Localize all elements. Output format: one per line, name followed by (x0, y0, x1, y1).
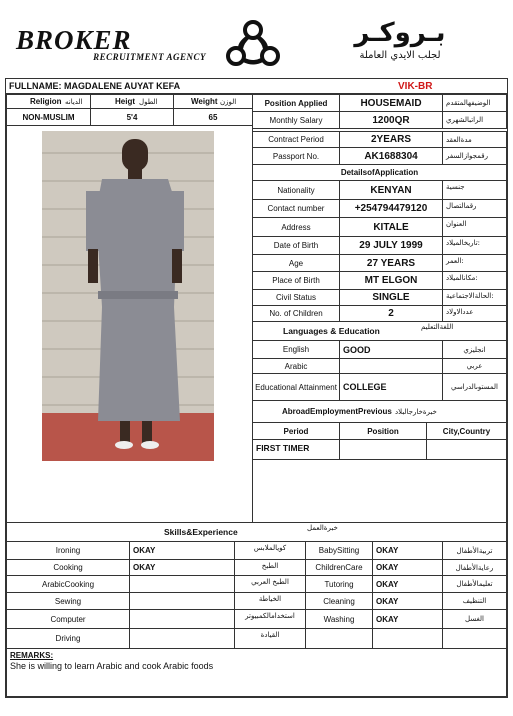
detail-label: Nationality (252, 180, 340, 200)
contract-period-label: Contract Period (252, 131, 340, 148)
agency-logo-icon (224, 18, 282, 70)
remarks-box (6, 648, 507, 697)
skill-label-ar: تربيةالأطفال (442, 541, 507, 560)
detail-label: Age (252, 254, 340, 272)
candidate-photo-image (42, 131, 214, 461)
language-label: Educational Attainment (252, 373, 340, 401)
abroad-col-position: Position (339, 422, 427, 440)
language-label: Arabic (252, 358, 340, 374)
skill-label: BabySitting (305, 541, 373, 560)
brand-en-subtitle: RECRUITMENT AGENCY (93, 52, 206, 62)
skill-label-ar: استخدامالكمبيوتر (234, 609, 306, 629)
religion-label-cell (6, 94, 91, 109)
language-value: GOOD (339, 340, 443, 359)
remarks-title: REMARKS: (10, 651, 54, 660)
detail-label: Contact number (252, 199, 340, 218)
abroad-col-period: Period (252, 422, 340, 440)
religion-value: NON-MUSLIM (6, 108, 91, 126)
application-form (5, 78, 508, 698)
abroad-title-ar: خبرةخارجالبلاد (395, 407, 437, 416)
language-label: English (252, 340, 340, 359)
weight-label-ar: الوزن (220, 97, 237, 106)
skills-title: Skills&Experience (164, 527, 238, 537)
skill-value: OKAY (129, 559, 235, 576)
monthly-salary-ar: الراتبالشهري (442, 111, 507, 129)
skill-label-ar: كويالملابس (234, 541, 306, 560)
detail-value: +254794479120 (339, 199, 443, 218)
abroad-first-timer: FIRST TIMER (252, 439, 340, 460)
language-label-ar: انجليزي (442, 340, 507, 359)
skill-label: Tutoring (305, 575, 373, 593)
abroad-title-cell (252, 400, 507, 423)
passport-ar: رقمجوازالسفر (442, 147, 507, 165)
skill-value: OKAY (372, 541, 443, 560)
skill-label-ar: تعليمالأطفال (442, 575, 507, 593)
skill-label-ar: القيادة (234, 628, 306, 649)
skill-value: OKAY (372, 592, 443, 610)
letterhead (0, 0, 513, 76)
religion-label: Religion (30, 97, 62, 106)
skill-label-ar: رعايةالأطفال (442, 559, 507, 576)
brand-ar-title: بـروكـر (354, 18, 446, 48)
detail-value: MT ELGON (339, 271, 443, 290)
language-label-ar: المستوىالدراسي (442, 373, 507, 401)
skill-value: OKAY (372, 609, 443, 629)
abroad-col-city: City,Country (426, 422, 507, 440)
skill-value: OKAY (372, 575, 443, 593)
detail-label: No. of Children (252, 305, 340, 322)
skill-empty (372, 628, 443, 649)
languages-title: Languages & Education (283, 326, 380, 336)
skill-label-ar: التنظيف (442, 592, 507, 610)
skill-label-ar: الخياطة (234, 592, 306, 610)
skill-label: Driving (6, 628, 130, 649)
language-value (339, 358, 443, 374)
detail-label-ar: رقمالتصال (442, 199, 507, 218)
passport-label: Passport No. (252, 147, 340, 165)
language-label-ar: عربي (442, 358, 507, 374)
skill-label: Washing (305, 609, 373, 629)
detail-label-ar: الحالةالاجتماعية: (442, 289, 507, 306)
detail-value: KITALE (339, 217, 443, 237)
detail-value: 27 YEARS (339, 254, 443, 272)
skills-title-ar: خبرةالعمل (307, 524, 338, 532)
details-title: DetailsofApplication (252, 164, 507, 181)
passport-value: AK1688304 (339, 147, 443, 165)
skill-label-ar: الغسل (442, 609, 507, 629)
abroad-title: AbroadEmploymentPrevious (282, 407, 392, 416)
skill-empty (305, 628, 373, 649)
height-label-ar: الطول (139, 97, 158, 106)
skill-value: OKAY (372, 559, 443, 576)
skill-label: Computer (6, 609, 130, 629)
detail-label: Civil Status (252, 289, 340, 306)
position-applied-label: Position Applied (252, 94, 340, 112)
detail-label: Date of Birth (252, 236, 340, 255)
brand-en-title: BROKER (16, 25, 132, 55)
detail-label-ar: العمر: (442, 254, 507, 272)
skills-title-cell (6, 522, 507, 542)
language-value: COLLEGE (339, 373, 443, 401)
monthly-salary-label: Monthly Salary (252, 111, 340, 129)
detail-label-ar: تاريخالميلاد: (442, 236, 507, 255)
skill-label-ar: الطبخ (234, 559, 306, 576)
skill-label: ArabicCooking (6, 575, 130, 593)
contract-period-value: 2YEARS (339, 131, 443, 148)
detail-label-ar: العنوان (442, 217, 507, 237)
height-label-cell (90, 94, 174, 109)
weight-label: Weight (191, 97, 218, 106)
monthly-salary-value: 1200QR (339, 111, 443, 129)
detail-label-ar: عددالاولاد (442, 305, 507, 322)
skill-label: Sewing (6, 592, 130, 610)
detail-label: Address (252, 217, 340, 237)
skill-label: Ironing (6, 541, 130, 560)
abroad-city-empty (426, 439, 507, 460)
position-applied-value: HOUSEMAID (339, 94, 443, 112)
height-label: Heigt (115, 97, 135, 106)
position-applied-ar: الوضيفهالمتقدم (442, 94, 507, 112)
detail-label-ar: مكانالميلاد: (442, 271, 507, 290)
weight-value: 65 (173, 108, 253, 126)
languages-title-cell (252, 321, 507, 341)
brand-ar-subtitle: لجلب الايدي العاملة (359, 50, 441, 61)
detail-label-ar: جنسية (442, 180, 507, 200)
brand-en (16, 26, 206, 62)
candidate-photo (42, 131, 214, 461)
detail-value: KENYAN (339, 180, 443, 200)
weight-label-cell (173, 94, 253, 109)
skill-empty (442, 628, 507, 649)
skill-label-ar: الطبخ العربي (234, 575, 306, 593)
abroad-body (252, 459, 507, 523)
skill-value (129, 575, 235, 593)
brand-ar (300, 18, 500, 61)
skill-value (129, 628, 235, 649)
skill-label: Cooking (6, 559, 130, 576)
remarks-text: She is willing to learn Arabic and cook Arabic foods (10, 661, 214, 671)
fullname: FULLNAME: MAGDALENE AUYAT KEFA (9, 81, 181, 91)
detail-label: Place of Birth (252, 271, 340, 290)
height-value: 5'4 (90, 108, 174, 126)
reference-code: VIK-BR (398, 81, 433, 92)
skill-value (129, 609, 235, 629)
skill-label: ChildrenCare (305, 559, 373, 576)
skill-value: OKAY (129, 541, 235, 560)
skill-label: Cleaning (305, 592, 373, 610)
contract-period-ar: مدةالعقد (442, 131, 507, 148)
detail-value: SINGLE (339, 289, 443, 306)
skill-value (129, 592, 235, 610)
detail-value: 2 (339, 305, 443, 322)
detail-value: 29 JULY 1999 (339, 236, 443, 255)
religion-label-ar: الديانه (65, 97, 83, 106)
abroad-position-empty (339, 439, 427, 460)
languages-title-ar: اللغةالتعليم (421, 323, 454, 331)
